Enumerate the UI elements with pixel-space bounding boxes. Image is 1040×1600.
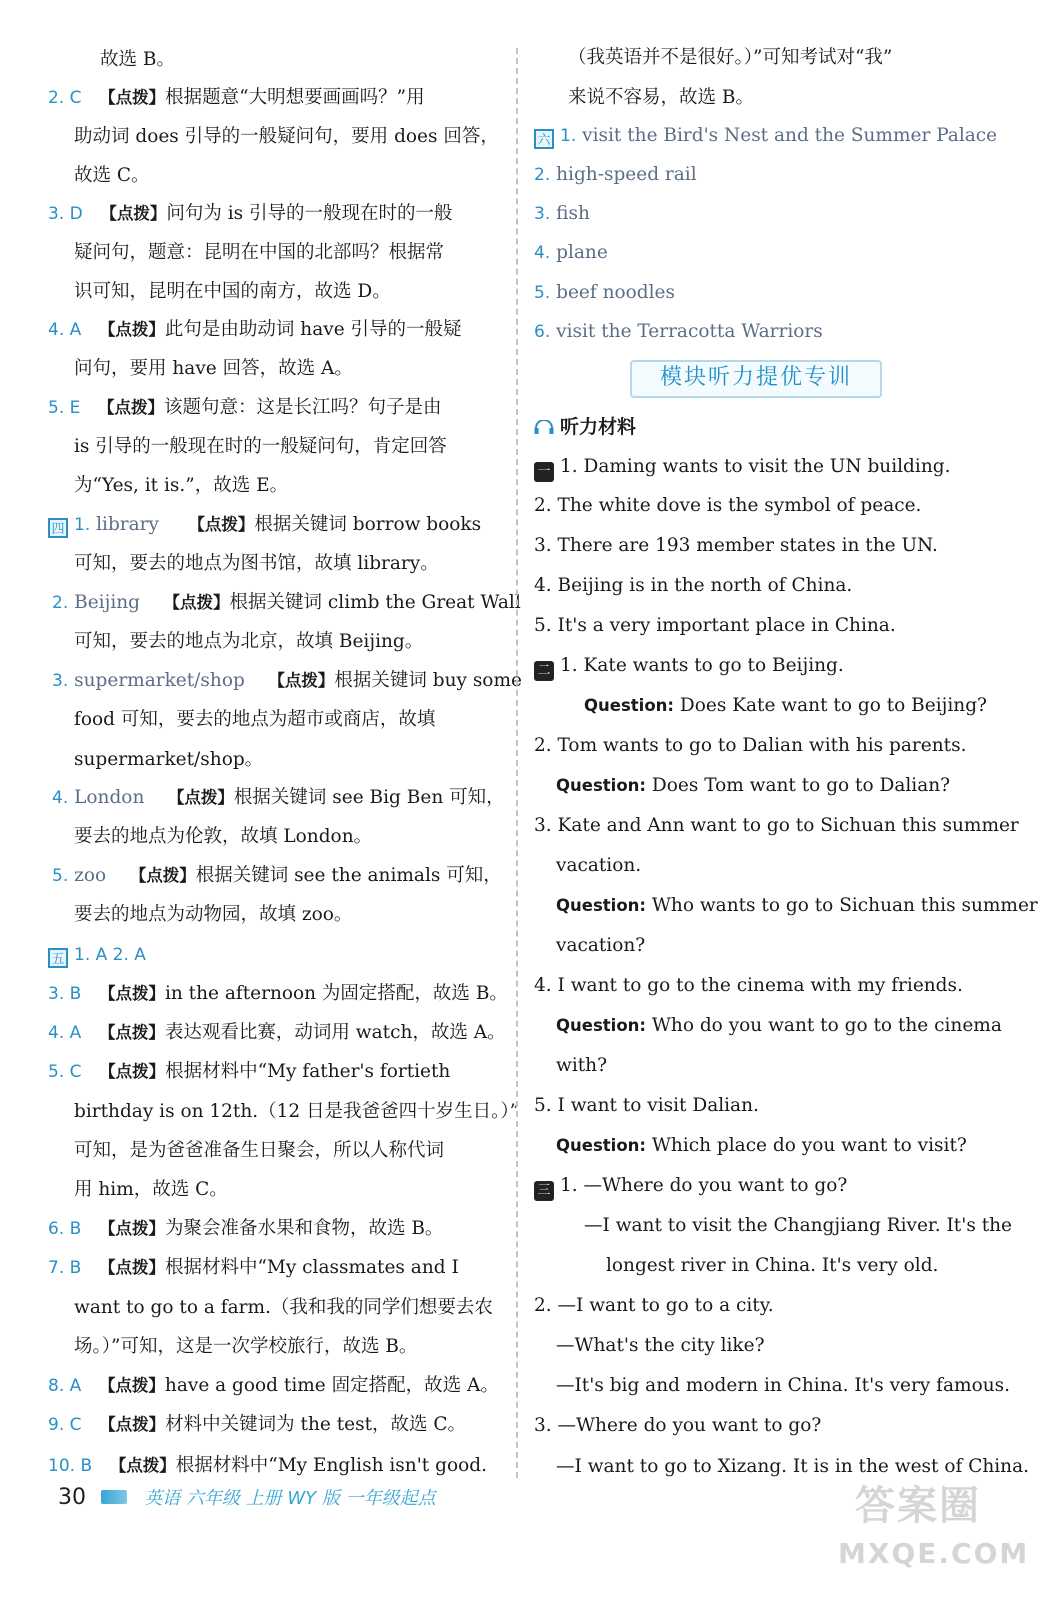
text-line: 要去的地点为伦敦，故填 London。 bbox=[74, 826, 373, 847]
headphone-icon bbox=[534, 420, 554, 434]
text-line: 可知，要去的地点为图书馆，故填 library。 bbox=[74, 553, 439, 574]
question-line: Question: Who wants to go to Sichuan this summer bbox=[556, 895, 1038, 916]
text-line: 故选 C。 bbox=[74, 165, 150, 186]
text-line: want to go to a farm.（我和我的同学们想要去农 bbox=[74, 1297, 493, 1318]
text-line: 识可知，昆明在中国的南方，故选 D。 bbox=[74, 281, 391, 302]
column-divider bbox=[516, 48, 518, 1478]
brand-logo-icon bbox=[101, 1490, 127, 1504]
answer-line: 4. A 【点拨】此句是由助动词 have 引导的一般疑 bbox=[48, 319, 462, 340]
transcript-line: 5. It's a very important place in China. bbox=[534, 615, 896, 636]
answer-line: 4. London 【点拨】根据关键词 see Big Ben 可知， bbox=[52, 787, 505, 808]
section-one-icon: 一 bbox=[534, 462, 554, 482]
text-line: 助动词 does 引导的一般疑问句，要用 does 回答， bbox=[74, 126, 499, 147]
section-heading: 听力材料 bbox=[534, 413, 636, 442]
answer-line: 3. B 【点拨】in the afternoon 为固定搭配，故选 B。 bbox=[48, 983, 508, 1004]
answer-line: 3. D 【点拨】问句为 is 引导的一般现在时的一般 bbox=[48, 203, 453, 224]
text-line: 要去的地点为动物园，故填 zoo。 bbox=[74, 904, 353, 925]
question-line: Question: Does Kate want to go to Beijing? bbox=[584, 695, 987, 716]
question-line: Question: Does Tom want to go to Dalian? bbox=[556, 775, 951, 796]
text-line: 问句，要用 have 回答，故选 A。 bbox=[74, 358, 353, 379]
answer-line: 5. C 【点拨】根据材料中“My father's fortieth bbox=[48, 1061, 451, 1082]
question-line: Question: Who do you want to go to the cinema bbox=[556, 1015, 1002, 1036]
answer-line: 3. fish bbox=[534, 203, 590, 224]
page-footer bbox=[58, 1484, 436, 1514]
transcript-line: 2. —I want to go to a city. bbox=[534, 1295, 774, 1316]
answer-line: 5. zoo 【点拨】根据关键词 see the animals 可知， bbox=[52, 865, 502, 886]
answer-line: 6. visit the Terracotta Warriors bbox=[534, 321, 823, 342]
text-line: （我英语并不是很好。）”可知考试对“我” bbox=[568, 47, 893, 68]
transcript-line: 3. —Where do you want to go? bbox=[534, 1415, 822, 1436]
answer-line: 3. supermarket/shop 【点拨】根据关键词 buy some bbox=[52, 670, 522, 691]
transcript-line: —It's big and modern in China. It's very famous. bbox=[556, 1375, 1010, 1396]
text-line: 故选 B。 bbox=[100, 49, 175, 70]
section-two-icon: 二 bbox=[534, 661, 554, 681]
text-line: food 可知，要去的地点为超市或商店，故填 bbox=[74, 709, 436, 730]
answer-line: 8. A 【点拨】have a good time 固定搭配，故选 A。 bbox=[48, 1375, 499, 1396]
answer-line: 五 1. A 2. A bbox=[48, 941, 146, 969]
transcript-line: longest river in China. It's very old. bbox=[606, 1255, 939, 1276]
transcript-line: 4. Beijing is in the north of China. bbox=[534, 575, 853, 596]
book-title: 英语 六年级 上册 WY 版 一年级起点 bbox=[144, 1488, 436, 1509]
page-number: 30 bbox=[58, 1485, 86, 1510]
text-line: birthday is on 12th.（12 日是我爸爸四十岁生日。）” bbox=[74, 1101, 520, 1122]
answer-line: 5. E 【点拨】该题句意：这是长江吗？句子是由 bbox=[48, 397, 442, 418]
answer-line: 四 1. library 【点拨】根据关键词 borrow books bbox=[48, 511, 481, 539]
text-line: supermarket/shop。 bbox=[74, 749, 264, 770]
transcript-line: —I want to visit the Changjiang River. It's the bbox=[584, 1215, 1013, 1236]
transcript-line: with? bbox=[556, 1055, 608, 1076]
section-three-icon: 三 bbox=[534, 1181, 554, 1201]
section-six-icon: 六 bbox=[534, 129, 554, 149]
transcript-line: 2. Tom wants to go to Dalian with his parents. bbox=[534, 735, 967, 756]
answer-line: 9. C 【点拨】材料中关键词为 the test，故选 C。 bbox=[48, 1414, 467, 1435]
section-five-icon: 五 bbox=[48, 948, 68, 968]
transcript-line: 2. The white dove is the symbol of peace. bbox=[534, 495, 922, 516]
transcript-line: 一 1. Daming wants to visit the UN building. bbox=[534, 453, 950, 482]
question-line: Question: Which place do you want to visit? bbox=[556, 1135, 967, 1156]
section-banner: 模块听力提优专训 bbox=[630, 360, 882, 398]
text-line: 场。）”可知，这是一次学校旅行，故选 B。 bbox=[74, 1336, 418, 1357]
transcript-line: vacation? bbox=[556, 935, 646, 956]
answer-line: 六 1. visit the Bird's Nest and the Summer Palace bbox=[534, 122, 997, 150]
answer-line: 5. beef noodles bbox=[534, 282, 675, 303]
transcript-line: 3. There are 193 member states in the UN. bbox=[534, 535, 938, 556]
transcript-line: 三 1. —Where do you want to go? bbox=[534, 1172, 847, 1201]
answer-line: 10. B 【点拨】根据材料中“My English isn't good. bbox=[48, 1455, 487, 1476]
transcript-line: 4. I want to go to the cinema with my friends. bbox=[534, 975, 963, 996]
answer-line: 4. A 【点拨】表达观看比赛，动词用 watch，故选 A。 bbox=[48, 1022, 506, 1043]
answer-line: 2. Beijing 【点拨】根据关键词 climb the Great Wall bbox=[52, 592, 521, 613]
text-line: 疑问句，题意：昆明在中国的北部吗？根据常 bbox=[74, 242, 445, 263]
text-line: 可知，要去的地点为北京，故填 Beijing。 bbox=[74, 631, 424, 652]
answer-line: 2. high-speed rail bbox=[534, 164, 697, 185]
transcript-line: —What's the city like? bbox=[556, 1335, 765, 1356]
transcript-line: vacation. bbox=[556, 855, 642, 876]
text-line: 来说不容易，故选 B。 bbox=[568, 87, 754, 108]
text-line: 为“Yes, it is.”，故选 E。 bbox=[74, 475, 289, 496]
transcript-line: 5. I want to visit Dalian. bbox=[534, 1095, 759, 1116]
answer-line: 7. B 【点拨】根据材料中“My classmates and I bbox=[48, 1257, 459, 1278]
watermark: 答案圈 MXQE.COM bbox=[838, 1483, 1030, 1570]
answer-line: 6. B 【点拨】为聚会准备水果和食物，故选 B。 bbox=[48, 1218, 444, 1239]
transcript-line: 3. Kate and Ann want to go to Sichuan this summer bbox=[534, 815, 1019, 836]
answer-line: 4. plane bbox=[534, 242, 608, 263]
transcript-line: 二 1. Kate wants to go to Beijing. bbox=[534, 652, 844, 681]
text-line: 用 him，故选 C。 bbox=[74, 1179, 228, 1200]
text-line: is 引导的一般现在时的一般疑问句，肯定回答 bbox=[74, 436, 447, 457]
answer-line: 2. C 【点拨】根据题意“大明想要画画吗？”用 bbox=[48, 87, 425, 108]
transcript-line: —I want to go to Xizang. It is in the west of China. bbox=[556, 1456, 1030, 1477]
text-line: 可知，是为爸爸准备生日聚会，所以人称代词 bbox=[74, 1140, 445, 1161]
section-four-icon: 四 bbox=[48, 518, 68, 538]
